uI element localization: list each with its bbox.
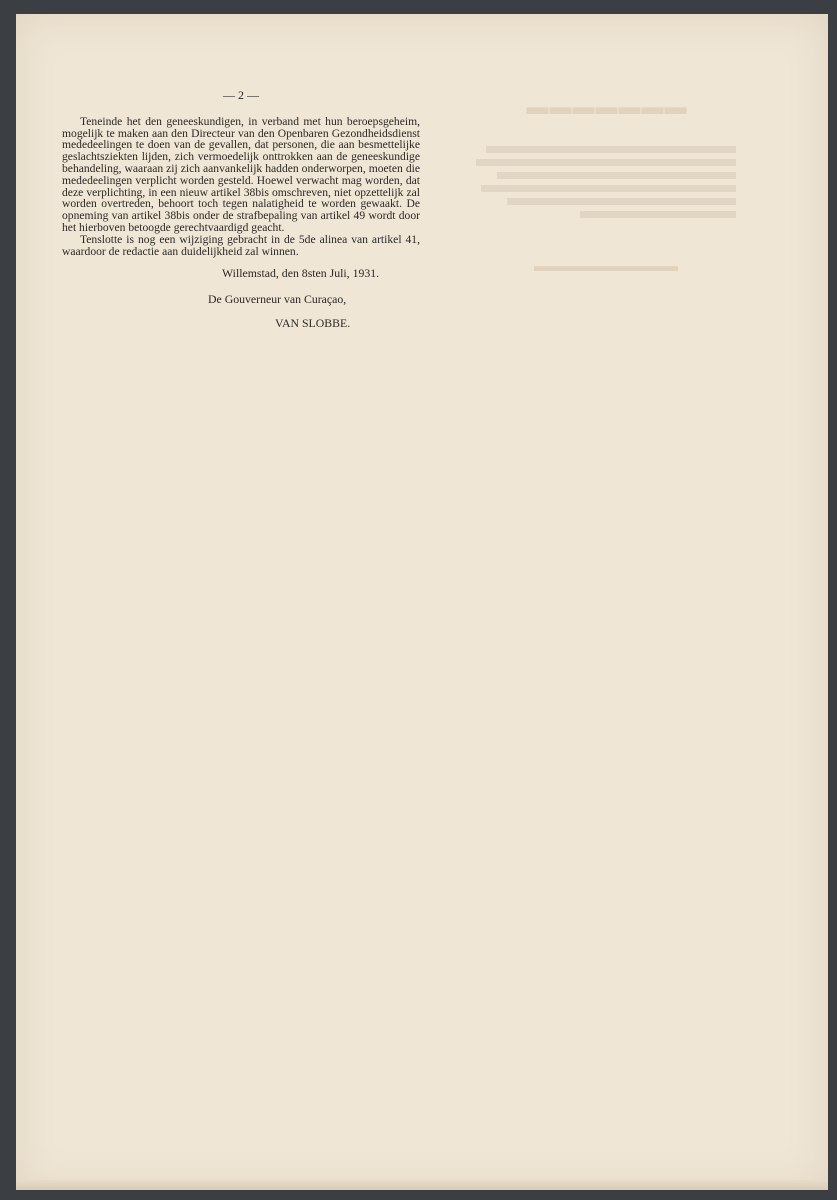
bleed-through-heading: ▬▬▬▬▬▬▬ — [525, 94, 687, 119]
bleed-through-subheading: ▬▬▬▬▬▬▬▬▬ — [534, 258, 678, 275]
paragraph-1: Teneinde het den geneeskundigen, in verband met hun beroepsgeheim, mogelijk te maken aan den Directeur van den Openbaren Gezondheidsdienst mededeelingen te doen van de gevallen, dat personen, die aan besmettelijke geslachtsziekten lijden, zich vermoedelijk onttrokken aan de geneeskundige behandeling, waaraan zij zich aanvankelijk hadden onderworpen, moeten die mededeelingen verplicht worden gesteld. Hoewel verwacht mag worden, dat deze verplichting, in een nieuw artikel 38bis omschreven, niet opzettelijk zal worden overtreden, behoort toch tegen nalatigheid te worden gewaakt. De opneming van artikel 38bis onder de strafbepaling van artikel 49 wordt door het hierboven betoogde gerechtvaardigd geacht. — [62, 114, 420, 234]
bleed-through-lines — [476, 146, 736, 218]
place-date: Willemstad, den 8sten Juli, 1931. — [222, 266, 380, 281]
document-body — [62, 90, 420, 329]
signatory-name: VAN SLOBBE. — [275, 316, 351, 331]
signatory-role: De Gouverneur van Curaçao, — [208, 292, 347, 307]
bleed-through-text — [476, 94, 736, 276]
page-number: — 2 — — [223, 88, 259, 102]
document-page — [16, 14, 828, 1190]
page-bottom-edge — [16, 1180, 828, 1190]
paragraph-2: Tenslotte is nog een wijziging gebracht in de 5de alinea van artikel 41, waardoor de redactie aan duidelijkheid zal winnen. — [62, 232, 420, 258]
signature-block — [62, 267, 420, 329]
